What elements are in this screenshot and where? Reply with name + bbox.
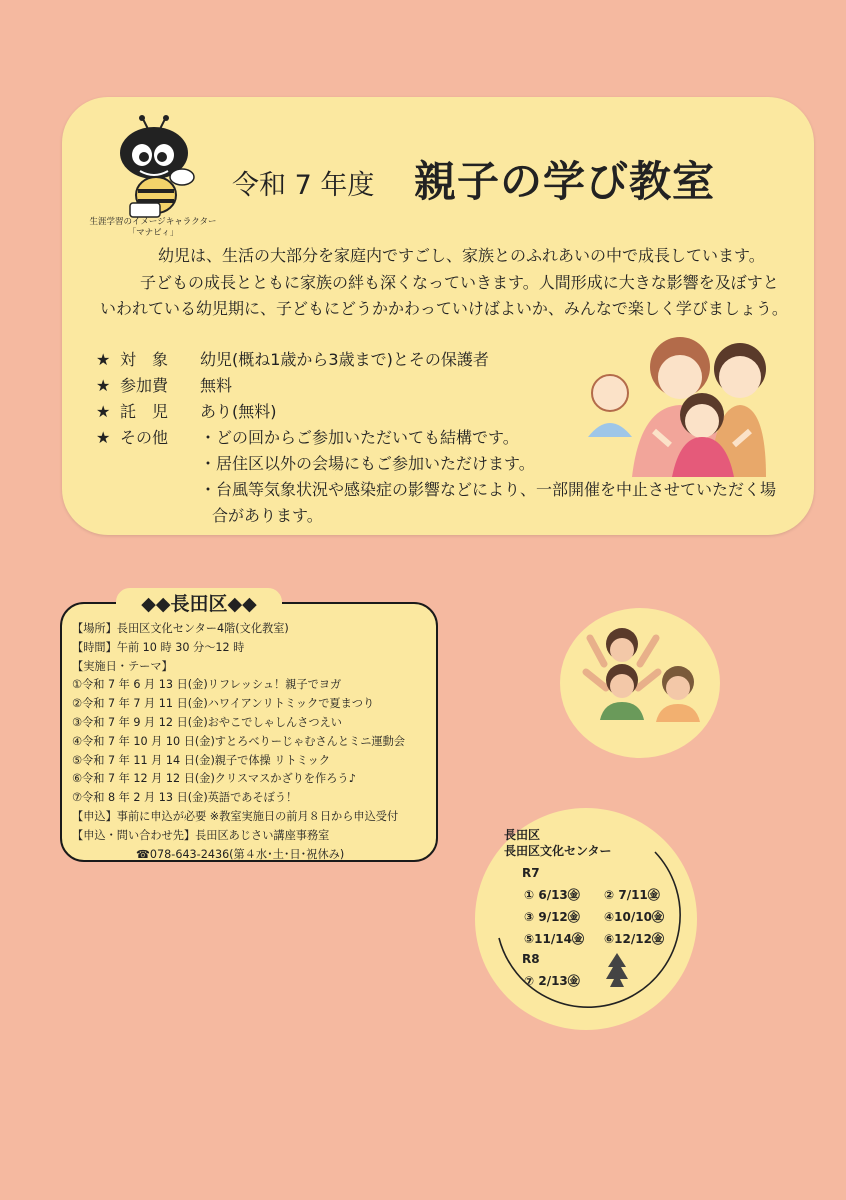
star-icon: ★ bbox=[96, 350, 111, 369]
detail-value: 幼児(概ね1歳から3歳まで)とその保護者 bbox=[200, 350, 489, 369]
schedule-venue: 長田区文化センター bbox=[504, 844, 612, 858]
detail-other-note: ・居住区以外の会場にもご参加いただけます。 bbox=[200, 454, 535, 473]
kids-illustration-card bbox=[560, 608, 720, 758]
session-item: ①令和 7 年 6 月 13 日(金)リフレッシュ！親子でヨガ bbox=[72, 678, 342, 692]
detail-other-note: ・台風等気象状況や感染症の影響などにより、一部開催を中止させていただく場 bbox=[200, 480, 777, 499]
detail-key: 参加費 bbox=[120, 376, 169, 395]
tree-stamp-icon bbox=[604, 953, 630, 991]
mascot-caption-name: 「マナビィ」 bbox=[127, 228, 179, 238]
title-year: 令和 7 年度 bbox=[232, 170, 375, 201]
schedule-date: ⑥12/12㊎ bbox=[604, 932, 664, 946]
detail-other-note: 合があります。 bbox=[212, 506, 323, 525]
nagata-phone: ☎078-643-2436(第４水･土･日･祝休み) bbox=[136, 847, 345, 861]
schedule-date: ② 7/11㊎ bbox=[604, 888, 660, 902]
nagata-details bbox=[72, 620, 432, 864]
schedule-date: ③ 9/12㊎ bbox=[524, 910, 580, 924]
session-item: ④令和 7 年 10 月 10 日(金)すとろべりーじゃむさんとミニ運動会 bbox=[72, 734, 405, 748]
session-item: ③令和 7 年 9 月 12 日(金)おやこでしゃしんさつえい bbox=[72, 715, 342, 729]
manabee-mascot-icon bbox=[96, 115, 206, 225]
session-item: ⑦令和 8 年 2 月 13 日(金)英語であそぼう！ bbox=[72, 791, 298, 805]
detail-value: 無料 bbox=[200, 376, 233, 395]
star-icon: ★ bbox=[96, 376, 111, 395]
schedule-year: R7 bbox=[522, 866, 540, 880]
intro-line: 幼児は、生活の大部分を家庭内ですごし、家族とのふれあいの中で成長しています。 bbox=[158, 246, 765, 265]
kids-illustration-icon bbox=[560, 608, 720, 758]
intro-line: 子どもの成長とともに家族の絆も深くなっていきます。人間形成に大きな影響を及ぼすと bbox=[140, 272, 779, 292]
star-icon: ★ bbox=[96, 402, 111, 421]
schedule-date: ⑤11/14㊎ bbox=[524, 932, 584, 946]
session-item: ⑤令和 7 年 11 月 14 日(金)親子で体操 リトミック bbox=[72, 753, 331, 767]
page-title: 親子の学び教室 bbox=[414, 157, 716, 206]
nagata-time: 【時間】午前 10 時 30 分～12 時 bbox=[72, 640, 245, 654]
intro-line: いわれている幼児期に、子どもにどうかかわっていけばよいか、みんなで楽しく学びましょう。 bbox=[100, 299, 788, 318]
detail-key: 対 象 bbox=[120, 350, 169, 369]
session-item: ②令和 7 年 7 月 11 日(金)ハワイアンリトミックで夏まつり bbox=[72, 697, 375, 711]
nagata-apply: 【申込】事前に申込が必要 ※教室実施日の前月８日から申込受付 bbox=[72, 809, 399, 823]
mascot-caption-line: 生涯学習のイメージキャラクター bbox=[89, 217, 217, 227]
mascot-caption bbox=[78, 217, 228, 239]
nagata-tab-title: ◆◆長田区◆◆ bbox=[116, 588, 282, 622]
schedule-date: ⑦ 2/13㊎ bbox=[524, 974, 580, 988]
star-icon: ★ bbox=[96, 428, 111, 447]
nagata-contact: 【申込・問い合わせ先】長田区あじさい講座事務室 bbox=[72, 828, 330, 842]
family-illustration-icon bbox=[570, 327, 766, 477]
detail-value: ・どの回からご参加いただいても結構です。 bbox=[200, 428, 519, 447]
intro-text bbox=[100, 243, 805, 323]
schedule-year: R8 bbox=[522, 952, 540, 966]
nagata-place: 【場所】長田区文化センター4階(文化教室) bbox=[72, 622, 289, 635]
nagata-dates-header: 【実施日・テーマ】 bbox=[72, 659, 173, 673]
detail-key: その他 bbox=[120, 428, 169, 447]
schedule-date: ④10/10㊎ bbox=[604, 910, 664, 924]
detail-key: 託 児 bbox=[120, 402, 169, 421]
detail-value: あり(無料) bbox=[200, 402, 277, 421]
schedule-date: ① 6/13㊎ bbox=[524, 888, 580, 902]
intro-card bbox=[62, 97, 814, 535]
session-item: ⑥令和 7 年 12 月 12 日(金)クリスマスかざりを作ろう♪ bbox=[72, 772, 356, 786]
schedule-ward: 長田区 bbox=[504, 828, 541, 842]
